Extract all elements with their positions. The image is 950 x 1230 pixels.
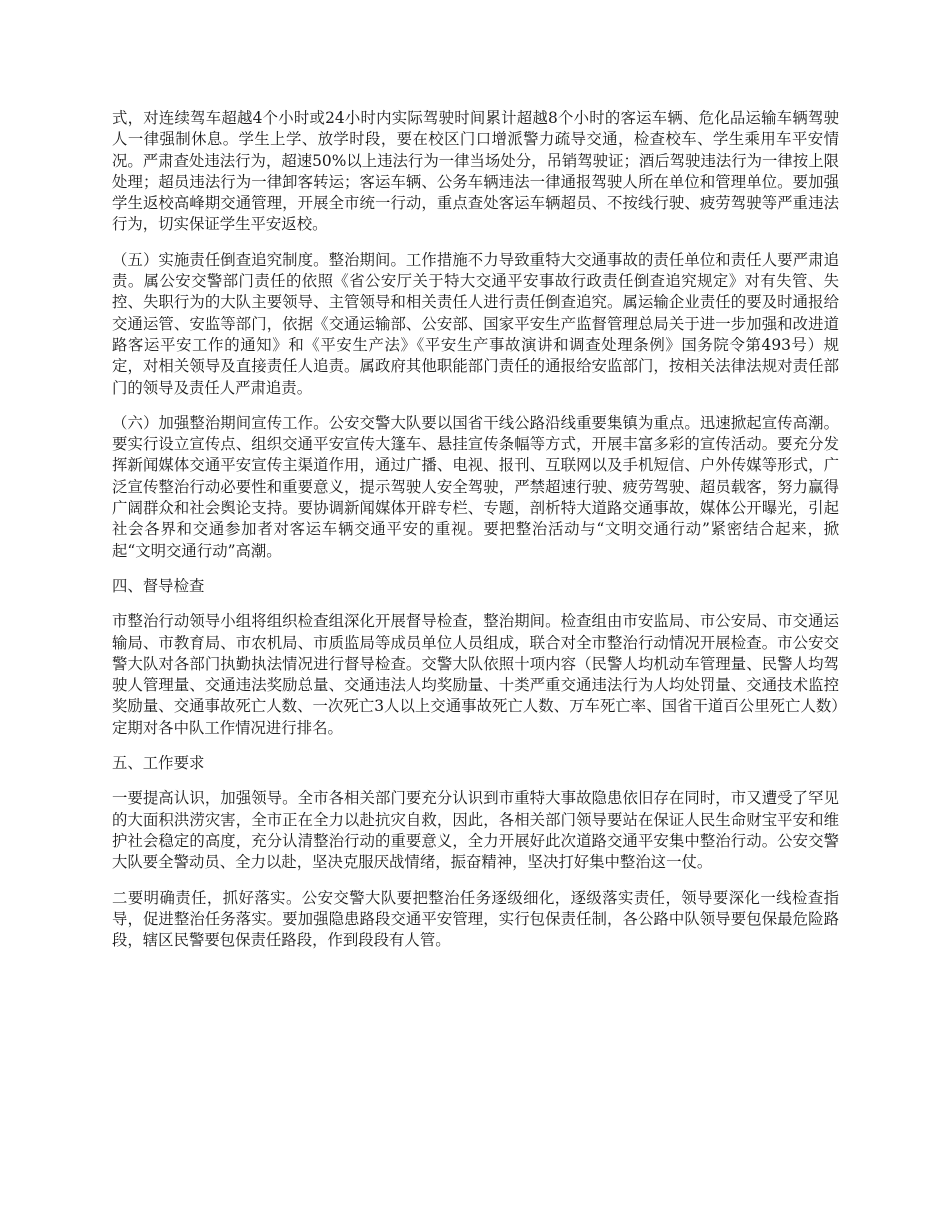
paragraph-requirement-responsibility: 二要明确责任，抓好落实。公安交警大队要把整治任务逐级细化，逐级落实责任，领导要深化一线检查指导，促进整治任务落实。要加强隐患路段交通平安管理，实行包保责任制，各公路中队领导要包保最危险路段，辖区民警要包保责任路段，作到段段有人管。 — [112, 888, 839, 950]
paragraph-supervision-inspection: 市整治行动领导小组将组织检查组深化开展督导检查，整治期间。检查组由市安监局、市公安局、市交通运输局、市教育局、市农机局、市质监局等成员单位人员组成，联合对全市整治行动情况开展检查。市公安交警大队对各部门执勤执法情况进行督导检查。交警大队依照十项内容（民警人均机动车管理量、民警人均驾驶人管理量、交通违法奖励总量、交通违法人均奖励量、十类严重交通违法行为人均处罚量、交通技术监控奖励量、交通事故死亡人数、一次死亡3人以上交通事故死亡人数、万车死亡率、国省干道百公里死亡人数）定期对各中队工作情况进行排名。 — [112, 612, 839, 737]
paragraph-driving-rules: 式，对连续驾车超越4个小时或24小时内实际驾驶时间累计超越8个小时的客运车辆、危化品运输车辆驾驶人一律强制休息。学生上学、放学时段，要在校区门口增派警力疏导交通，检查校车、学生乘用车平安情况。严肃查处违法行为，超速50%以上违法行为一律当场处分，吊销驾驶证；酒后驾驶违法行为一律按上限处理；超员违法行为一律卸客转运；客运车辆、公务车辆违法一律通报驾驶人所在单位和管理单位。要加强学生返校高峰期交通管理，开展全市统一行动，重点查处客运车辆超员、不按线行驶、疲劳驾驶等严重违法行为，切实保证学生平安返校。 — [112, 109, 839, 234]
paragraph-publicity-work: （六）加强整治期间宣传工作。公安交警大队要以国省干线公路沿线重要集镇为重点。迅速掀起宣传高潮。要实行设立宣传点、组织交通平安宣传大篷车、悬挂宣传条幅等方式，开展丰富多彩的宣传活动。要充分发挥新闻媒体交通平安宣传主渠道作用，通过广播、电视、报刊、互联网以及手机短信、户外传媒等形式，广泛宣传整治行动必要性和重要意义，提示驾驶人安全驾驶，严禁超速行驶、疲劳驾驶、超员载客，努力赢得广阔群众和社会舆论支持。要协调新闻媒体开辟专栏、专题，剖析特大道路交通事故，媒体公开曝光，引起社会各界和交通参加者对客运车辆交通平安的重视。要把整治活动与“文明交通行动”紧密结合起来，掀起“文明交通行动”高潮。 — [112, 413, 839, 560]
document-page — [112, 108, 839, 965]
section-heading-work-requirements: 五、工作要求 — [112, 754, 205, 773]
paragraph-accountability-system: （五）实施责任倒查追究制度。整治期间。工作措施不力导致重特大交通事故的责任单位和责任人要严肃追责。属公安交警部门责任的依照《省公安厅关于特大交通平安事故行政责任倒查追究规定》对有失管、失控、失职行为的大队主要领导、主管领导和相关责任人进行责任倒查追究。属运输企业责任的要及时通报给交通运管、安监等部门，依据《交通运输部、公安部、国家平安生产监督管理总局关于进一步加强和改进道路客运平安工作的通知》和《平安生产法》《平安生产事故演讲和调查处理条例》国务院令第493号）规定，对相关领导及直接责任人追责。属政府其他职能部门责任的通报给安监部门，按相关法律法规对责任部门的领导及责任人严肃追责。 — [112, 250, 839, 397]
section-heading-supervision: 四、督导检查 — [112, 576, 205, 595]
paragraph-requirement-leadership: 一要提高认识，加强领导。全市各相关部门要充分认识到市重特大事故隐患依旧存在同时，市又遭受了罕见的大面积洪涝灾害，全市正在全力以赴抗灾自救，因此，各相关部门领导要站在保证人民生命财宝平安和维护社会稳定的高度，充分认清整治行动的重要意义，全力开展好此次道路交通平安集中整治行动。公安交警大队要全警动员、全力以赴，坚决克服厌战情绪，振奋精神，坚决打好集中整治这一仗。 — [112, 789, 839, 872]
